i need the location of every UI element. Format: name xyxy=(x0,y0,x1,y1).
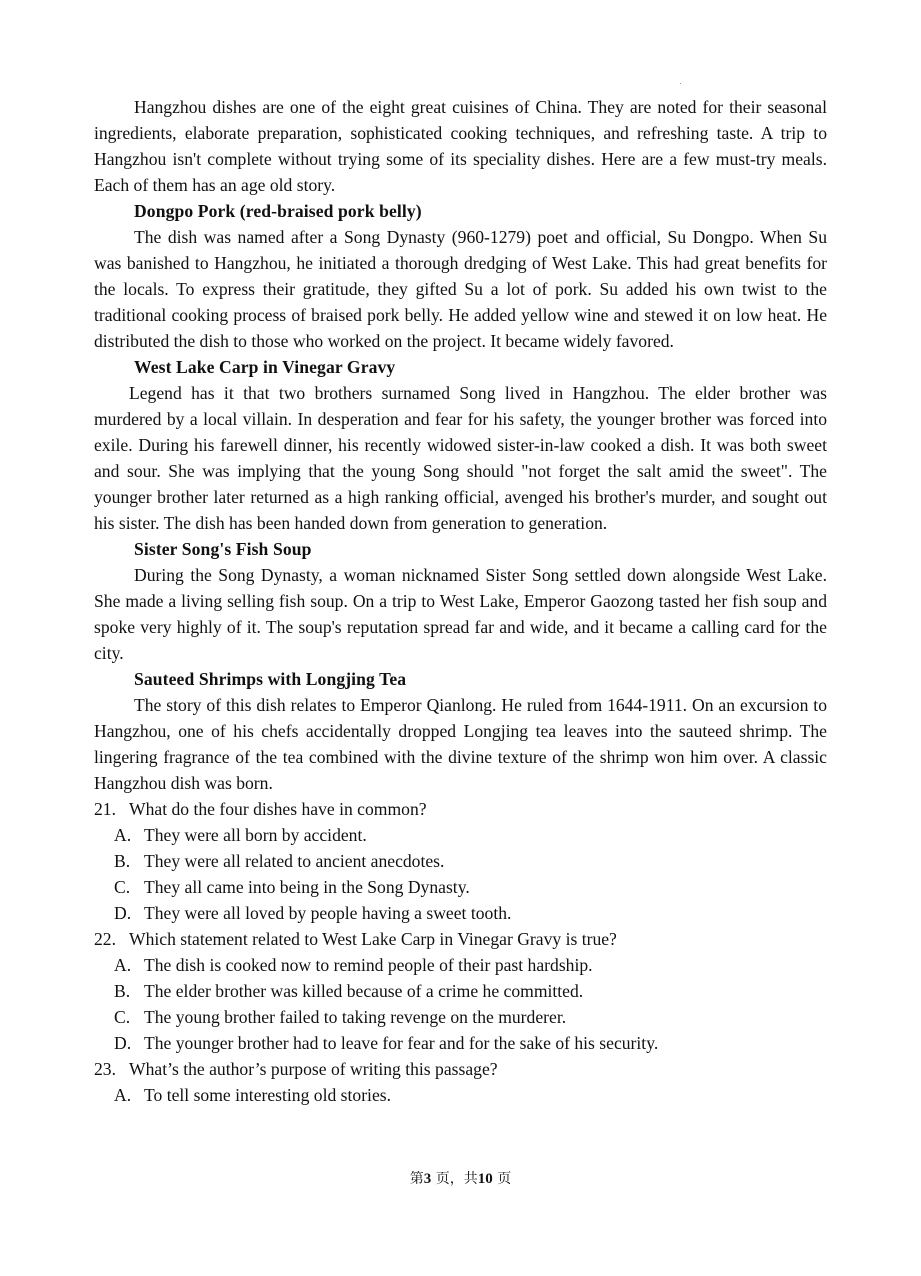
question-number: 22. xyxy=(94,929,116,949)
section-title-fish-soup: Sister Song's Fish Soup xyxy=(134,539,312,559)
option-22-a xyxy=(114,952,827,978)
option-21-d xyxy=(114,900,827,926)
option-text: To tell some interesting old stories. xyxy=(144,1085,391,1105)
option-text: The younger brother had to leave for fear and for the sake of his security. xyxy=(144,1033,659,1053)
option-22-d xyxy=(114,1030,827,1056)
option-letter: B. xyxy=(114,851,131,871)
question-number: 23. xyxy=(94,1059,116,1079)
option-text: They all came into being in the Song Dynasty. xyxy=(144,877,470,897)
question-22 xyxy=(94,926,827,952)
section-body-fish-soup: During the Song Dynasty, a woman nicknamed Sister Song settled down alongside West Lake. She made a living selling fish soup. On a trip to West Lake, Emperor Gaozong tasted her fish soup and spoke very highly of it. The soup's reputation spread far and wide, and it became a calling card for the city. xyxy=(94,565,827,663)
section-title-west-lake-carp: West Lake Carp in Vinegar Gravy xyxy=(134,357,396,377)
footer-total-pages: 10 xyxy=(477,1171,493,1187)
question-text: What’s the author’s purpose of writing this passage? xyxy=(129,1059,498,1079)
option-letter: A. xyxy=(114,1085,132,1105)
option-23-a xyxy=(114,1082,827,1108)
page-footer xyxy=(0,1169,921,1189)
footer-page-number: 3 xyxy=(423,1171,432,1187)
question-23 xyxy=(94,1056,827,1082)
option-21-c xyxy=(114,874,827,900)
option-text: The young brother failed to taking revenge on the murderer. xyxy=(144,1007,567,1027)
section-title-longjing-shrimps: Sauteed Shrimps with Longjing Tea xyxy=(134,669,407,689)
option-21-b xyxy=(114,848,827,874)
option-letter: B. xyxy=(114,981,131,1001)
section-body-longjing-shrimps: The story of this dish relates to Emperor Qianlong. He ruled from 1644-1911. On an excursion to Hangzhou, one of his chefs accidentally dropped Longjing tea leaves into the sauteed shrimp. The lingering fragrance of the tea combined with the divine texture of the shrimp won him over. A classic Hangzhou dish was born. xyxy=(94,695,827,793)
option-text: The elder brother was killed because of a crime he committed. xyxy=(144,981,584,1001)
option-text: They were all related to ancient anecdotes. xyxy=(144,851,445,871)
option-letter: A. xyxy=(114,825,132,845)
option-text: They were all born by accident. xyxy=(144,825,367,845)
option-22-c xyxy=(114,1004,827,1030)
option-22-b xyxy=(114,978,827,1004)
section-title-dongpo-pork: Dongpo Pork (red-braised pork belly) xyxy=(134,201,422,221)
option-letter: D. xyxy=(114,1033,132,1053)
option-text: They were all loved by people having a sweet tooth. xyxy=(144,903,512,923)
option-text: The dish is cooked now to remind people of their past hardship. xyxy=(144,955,593,975)
question-21 xyxy=(94,796,827,822)
option-letter: D. xyxy=(114,903,132,923)
scan-dot xyxy=(680,83,681,84)
page-content xyxy=(94,94,827,1108)
question-text: Which statement related to West Lake Carp in Vinegar Gravy is true? xyxy=(129,929,617,949)
question-text: What do the four dishes have in common? xyxy=(129,799,427,819)
section-body-dongpo-pork: The dish was named after a Song Dynasty (960-1279) poet and official, Su Dongpo. When Su was banished to Hangzhou, he initiated a thorough dredging of West Lake. This had great benefits for the locals. To express their gratitude, they gifted Su a lot of pork. Su added his own twist to the traditional cooking process of braised pork belly. He added yellow wine and stewed it on low heat. He distributed the dish to those who worked on the project. It became widely favored. xyxy=(94,227,827,351)
option-21-a xyxy=(114,822,827,848)
option-letter: A. xyxy=(114,955,132,975)
section-body-west-lake-carp: Legend has it that two brothers surnamed Song lived in Hangzhou. The elder brother was murdered by a local villain. In desperation and fear for his safety, the younger brother was forced into exile. During his farewell dinner, his recently widowed sister-in-law cooked a dish. It was both sweet and sour. She was implying that the young Song should "not forget the salt amid the sweet". The younger brother later returned as a high ranking official, avenged his brother's murder, and sought out his sister. The dish has been handed down from generation to generation. xyxy=(94,383,827,533)
question-number: 21. xyxy=(94,799,116,819)
footer-suffix: 页 xyxy=(497,1171,512,1187)
footer-middle: 页，共 xyxy=(435,1171,478,1187)
intro-paragraph: Hangzhou dishes are one of the eight great cuisines of China. They are noted for their seasonal ingredients, elaborate preparation, sophisticated cooking techniques, and refreshing taste. A trip to Hangzhou isn't complete without trying some of its speciality dishes. Here are a few must-try meals. Each of them has an age old story. xyxy=(94,97,827,195)
footer-prefix: 第 xyxy=(409,1171,424,1187)
option-letter: C. xyxy=(114,877,131,897)
option-letter: C. xyxy=(114,1007,131,1027)
